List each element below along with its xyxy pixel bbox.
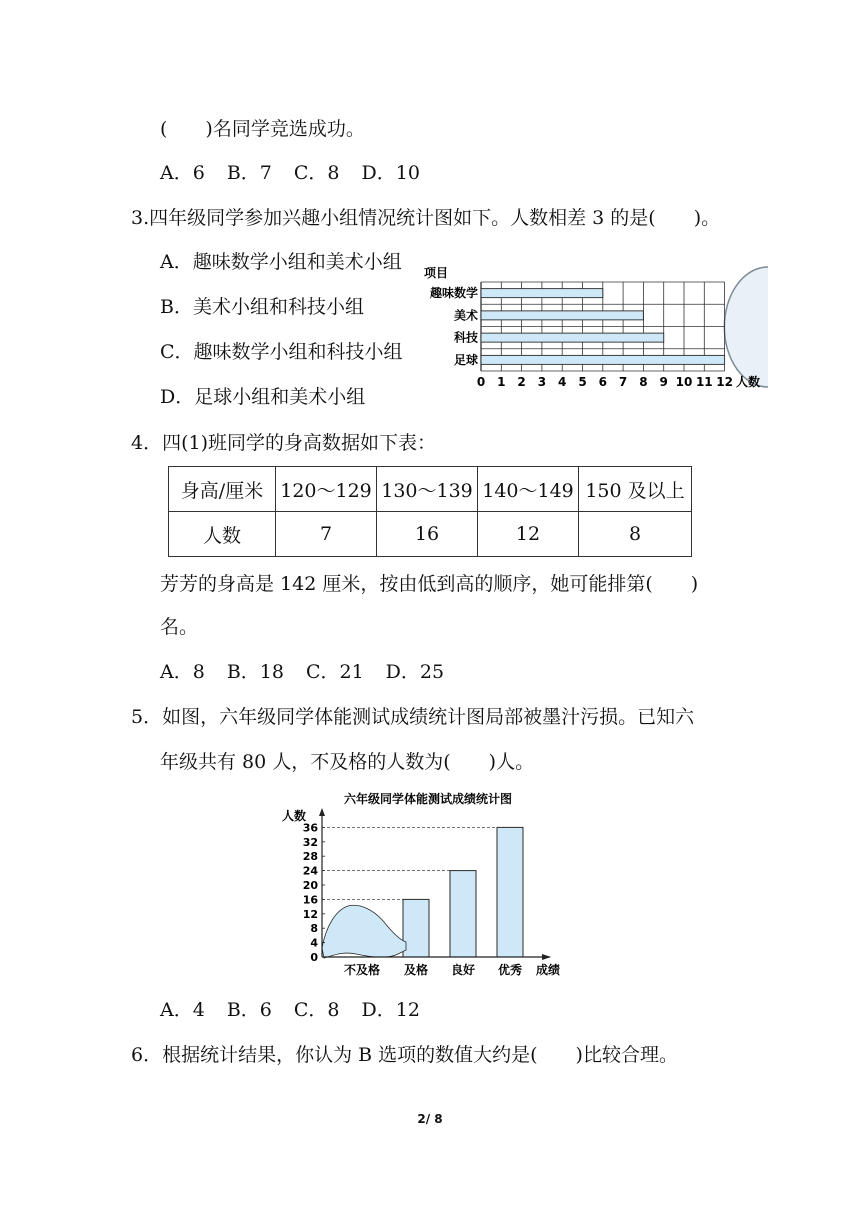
chart2-y-axis-label: 人数	[282, 809, 307, 823]
q5-option-c: C．8	[293, 999, 340, 1021]
chart2-y-tick-label: 36	[302, 821, 318, 835]
chart2-title: 六年级同学体能测试成绩统计图	[343, 792, 513, 806]
chart2-y-arrow	[319, 808, 325, 816]
q2-option-d: D．10	[361, 162, 420, 184]
q4-option-a: A．8	[160, 661, 205, 683]
table-cell: 人数	[169, 512, 276, 557]
chart2-category-label: 优秀	[497, 963, 523, 977]
ink-stain	[322, 905, 406, 958]
q3-option-d: D．足球小组和美术小组	[160, 386, 366, 408]
chart2-category-label: 良好	[450, 963, 476, 977]
table-header-cell: 140～149	[478, 467, 579, 512]
chart2-category-label: 及格	[403, 963, 429, 977]
chart1-x-tick-label: 11	[695, 375, 713, 389]
chart1-x-tick-label: 6	[598, 375, 607, 389]
q4-options	[160, 660, 466, 684]
q2-tail-text: ( )名同学竞选成功。	[160, 118, 365, 140]
chart1-bar	[481, 311, 643, 320]
table-header-cell: 130～139	[377, 467, 478, 512]
chart2-y-tick-label: 24	[302, 864, 318, 878]
chart1-x-tick-label: 3	[537, 375, 547, 389]
q6-stem: 6．根据统计结果，你认为 B 选项的数值大约是( )比较合理。	[131, 1044, 678, 1066]
chart1-bar	[481, 333, 664, 342]
chart2-y-tick-label: 8	[310, 922, 318, 936]
q3-option-b: B．美术小组和科技小组	[160, 296, 364, 318]
q2-options	[160, 161, 442, 185]
q4-option-c: C．21	[305, 661, 364, 683]
q5-stem-line-1: 5．如图，六年级同学体能测试成绩统计图局部被墨汁污损。已知六	[131, 706, 695, 728]
q3-option-a: A．趣味数学小组和美术小组	[160, 251, 402, 273]
interest-group-chart	[418, 262, 768, 402]
chart2-y-tick-label: 16	[302, 893, 318, 907]
chart2-category-label: 不及格	[343, 963, 381, 977]
height-data-table	[168, 466, 692, 557]
chart1-category-label: 美术	[453, 308, 478, 323]
q4-stem: 4．四(1)班同学的身高数据如下表：	[131, 432, 437, 454]
chart1-x-tick-label: 9	[659, 375, 668, 389]
table-header-cell: 120～129	[276, 467, 377, 512]
chart1-x-tick-label: 2	[517, 375, 526, 389]
chart1-bar	[481, 355, 725, 364]
q4-option-d: D．25	[385, 661, 445, 683]
page-number: 2/ 8	[417, 1112, 443, 1126]
chart2-y-tick-label: 32	[302, 835, 318, 849]
chart1-x-tick-label: 8	[639, 375, 648, 389]
chart1-x-tick-label: 7	[618, 375, 628, 389]
chart1-x-axis-label: 人数	[736, 375, 761, 389]
chart2-bar	[450, 871, 476, 957]
chart1-x-tick-label: 5	[578, 375, 587, 389]
table-header-cell: 150 及以上	[579, 467, 692, 512]
q5-option-d: D．12	[361, 999, 420, 1021]
q5-options	[160, 998, 442, 1022]
chart1-x-tick-label: 12	[716, 375, 733, 389]
chart2-x-axis-label: 成绩	[536, 963, 561, 977]
cropped-circle-decoration	[724, 267, 768, 387]
chart2-y-tick-label: 12	[302, 907, 318, 921]
q5-stem-line-2: 年级共有 80 人，不及格的人数为( )人。	[160, 751, 535, 773]
chart1-category-label: 科技	[453, 330, 478, 345]
chart1-x-tick-label: 10	[675, 375, 693, 389]
chart1-x-tick-label: 1	[497, 375, 506, 389]
chart2-x-arrow	[542, 954, 551, 960]
chart2-y-tick-label: 0	[310, 951, 318, 964]
chart1-bar	[481, 289, 603, 298]
chart2-y-tick-label: 28	[302, 850, 318, 864]
chart2-bar	[403, 899, 429, 957]
q2-option-a: A．6	[160, 162, 205, 184]
chart1-x-tick-label: 4	[558, 375, 567, 389]
chart2-y-tick-label: 20	[302, 879, 318, 892]
table-cell: 7	[276, 512, 377, 557]
table-row	[169, 467, 692, 512]
chart1-category-label: 趣味数学	[429, 286, 478, 301]
chart2-bar	[497, 827, 523, 957]
q2-option-c: C．8	[293, 162, 340, 184]
chart2-y-tick-label: 4	[310, 936, 318, 950]
q5-option-b: B．6	[226, 999, 272, 1021]
table-header-cell: 身高/厘米	[169, 467, 276, 512]
chart1-x-tick-label: 0	[476, 375, 486, 389]
q4-text-line-1: 芳芳的身高是 142 厘米，按由低到高的顺序，她可能排第( )	[160, 573, 699, 595]
table-cell: 16	[377, 512, 478, 557]
table-cell: 12	[478, 512, 579, 557]
q4-text-line-2: 名。	[160, 616, 199, 638]
q4-option-b: B．18	[226, 661, 284, 683]
fitness-test-chart	[278, 786, 578, 986]
q5-option-a: A．4	[160, 999, 205, 1021]
q2-option-b: B．7	[226, 162, 272, 184]
table-row	[169, 512, 692, 557]
table-cell: 8	[579, 512, 692, 557]
chart1-y-axis-label: 项目	[424, 266, 449, 280]
chart1-category-label: 足球	[453, 352, 478, 367]
q3-option-c: C．趣味数学小组和科技小组	[160, 341, 403, 363]
q3-stem: 3.四年级同学参加兴趣小组情况统计图如下。人数相差 3 的是( )。	[131, 207, 721, 229]
